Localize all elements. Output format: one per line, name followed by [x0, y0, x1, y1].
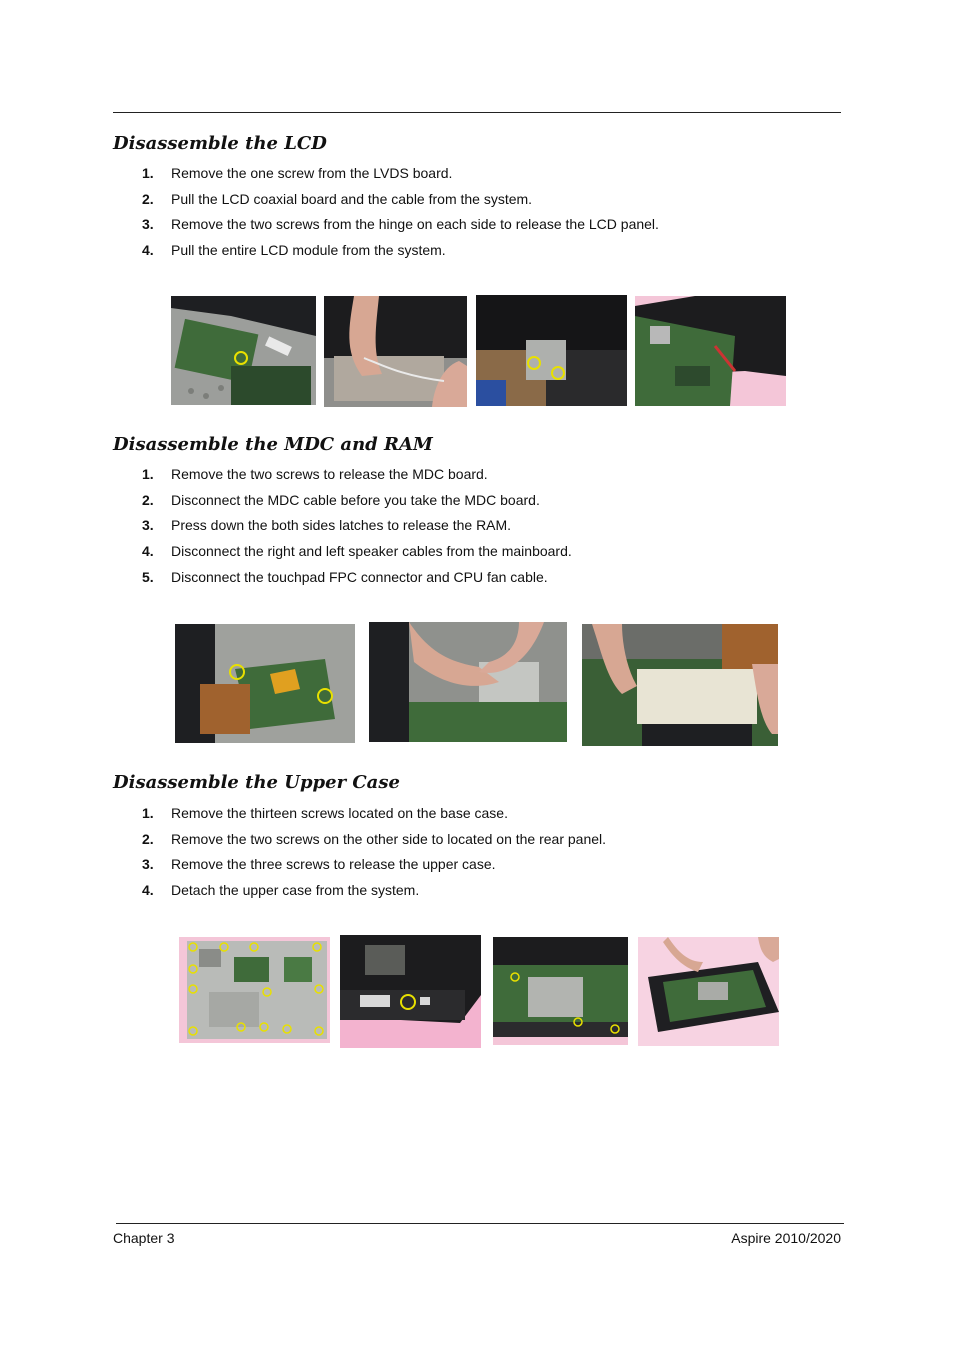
step-text: Remove the two screws on the other side to located on the rear panel.: [171, 830, 607, 847]
step-number: 3.: [142, 216, 154, 233]
step-number: 3.: [142, 856, 154, 873]
footer-rule: [116, 1223, 844, 1224]
header-rule: [113, 112, 841, 113]
photo-hinge-screws: [476, 295, 627, 406]
list-item: [142, 856, 606, 882]
photo-ram-latches: [582, 624, 778, 746]
section-heading-mdc-ram: Disassemble the MDC and RAM: [113, 434, 433, 455]
step-text: Disconnect the MDC cable before you take the MDC board.: [171, 491, 540, 508]
step-number: 1.: [142, 165, 154, 181]
footer-chapter: Chapter 3: [113, 1230, 175, 1246]
step-number: 2.: [142, 491, 154, 508]
step-text: Pull the LCD coaxial board and the cable from the system.: [171, 190, 533, 207]
step-text: Pull the entire LCD module from the system.: [171, 242, 446, 259]
step-number: 2.: [142, 190, 154, 207]
step-text: Detach the upper case from the system.: [171, 882, 420, 899]
step-text: Remove the two screws to release the MDC board.: [171, 466, 488, 482]
photo-mdc-screws: [175, 624, 355, 743]
list-item: [142, 882, 606, 908]
photo-detach-upper-case: [638, 937, 779, 1046]
list-item: [142, 492, 572, 518]
section-heading-upper-case: Disassemble the Upper Case: [113, 772, 400, 793]
step-number: 2.: [142, 830, 154, 847]
step-number: 5.: [142, 568, 154, 585]
photo-base-screws: [179, 937, 330, 1043]
step-number: 1.: [142, 466, 154, 482]
list-item: [142, 242, 659, 268]
photo-lvds-screw: [171, 296, 316, 405]
photo-mdc-cable: [369, 622, 567, 742]
step-number: 3.: [142, 517, 154, 534]
step-number: 4.: [142, 242, 154, 259]
list-item: [142, 517, 572, 543]
step-number: 1.: [142, 805, 154, 821]
section-heading-lcd: Disassemble the LCD: [113, 133, 327, 154]
step-text: Press down the both sides latches to release the RAM.: [171, 517, 512, 534]
photo-lcd-module: [635, 296, 786, 406]
step-text: Remove the one screw from the LVDS board.: [171, 165, 453, 181]
list-item: [142, 805, 606, 831]
step-text: Remove the thirteen screws located on the base case.: [171, 805, 508, 821]
step-text: Disconnect the right and left speaker cables from the mainboard.: [171, 543, 572, 560]
mdc-ram-steps-list: [142, 466, 572, 594]
photo-rear-panel-screws: [340, 935, 481, 1048]
upper-case-steps-list: [142, 805, 606, 908]
step-text: Remove the two screws from the hinge on each side to release the LCD panel.: [171, 216, 659, 233]
step-text: Remove the three screws to release the upper case.: [171, 856, 496, 873]
list-item: [142, 191, 659, 217]
list-item: [142, 216, 659, 242]
photo-upper-case-screws: [493, 937, 628, 1045]
photo-coaxial-cable: [324, 296, 467, 407]
list-item: [142, 165, 659, 191]
footer-model: Aspire 2010/2020: [731, 1230, 841, 1246]
step-number: 4.: [142, 882, 154, 899]
list-item: [142, 831, 606, 857]
list-item: [142, 466, 572, 492]
lcd-steps-list: [142, 165, 659, 268]
list-item: [142, 543, 572, 569]
list-item: [142, 569, 572, 595]
step-text: Disconnect the touchpad FPC connector and CPU fan cable.: [171, 568, 548, 585]
step-number: 4.: [142, 543, 154, 560]
